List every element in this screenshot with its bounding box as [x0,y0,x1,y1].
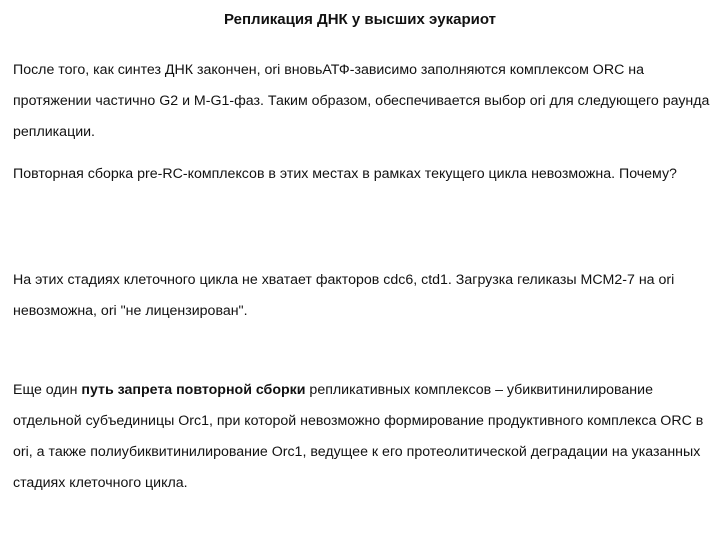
paragraph-ubiquitination-end: репликативных комплексов – убиквитинилирование отдельной субъединицы Orc1, при которой невозможно формирование продуктивного комплекса ORC в ori, а также полиубиквитинилирование Orc1, ведущее к его протеолитической деградации на указанных стадиях клеточного цикла. [13,382,704,491]
slide-title: Репликация ДНК у высших эукариот [224,11,496,28]
paragraph-ubiquitination-start: Еще один [13,382,82,398]
paragraph-question: Повторная сборка pre-RC-комплексов в этих местах в рамках текущего цикла невозможна. Почему? [13,166,677,182]
paragraph-ubiquitination [13,375,713,499]
paragraph-ubiquitination-bold: путь запрета повторной сборки [81,382,306,398]
paragraph-ori-loading: После того, как синтез ДНК закончен, ori вновьАТФ-зависимо заполняются комплексом ORC на протяжении частично G2 и M-G1-фаз. Таким образом, обеспечивается выбор ori для следующего раунда репликации. [13,62,710,140]
paragraph-licensing: На этих стадиях клеточного цикла не хватает факторов cdc6, ctd1. Загрузка геликазы MCM2-7 на ori невозможна, ori "не лицензирован". [13,272,675,319]
